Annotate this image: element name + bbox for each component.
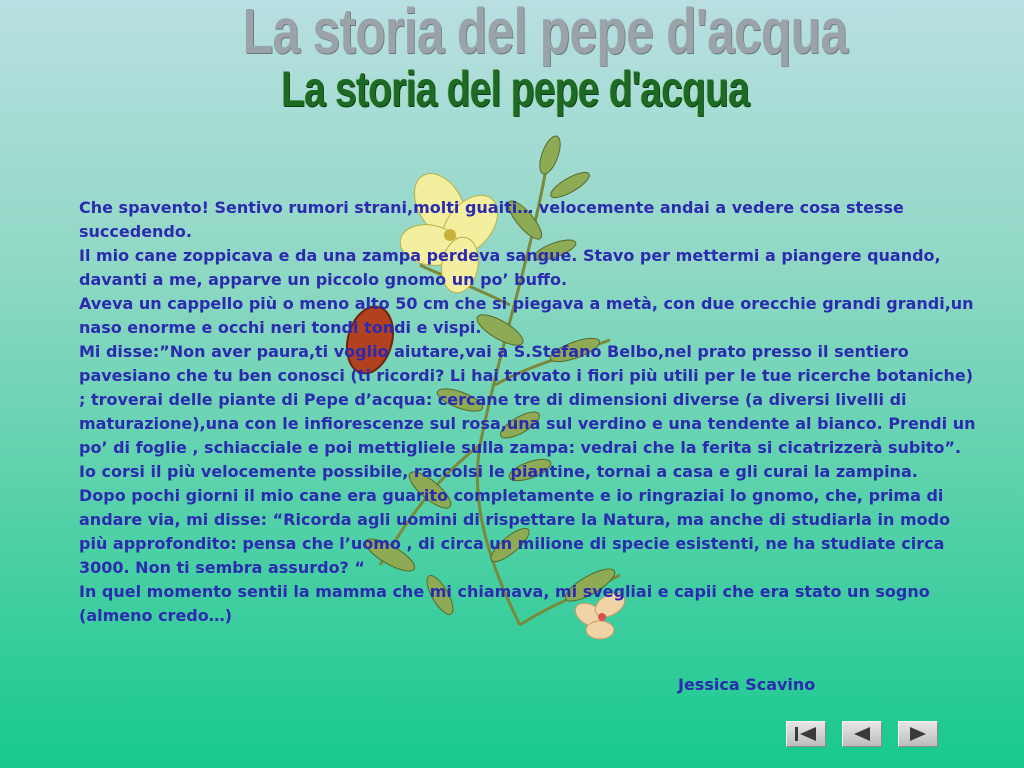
previous-arrow-icon [848, 726, 876, 742]
skip-to-first-icon [792, 726, 820, 742]
story-paragraph: Aveva un cappello più o meno alto 50 cm che si piegava a metà, con due orecchie grandi grandi,un naso enorme e occhi neri tondi tondi e vispi. [79, 294, 974, 337]
previous-slide-button[interactable] [842, 721, 882, 747]
story-paragraph: Che spavento! Sentivo rumori strani,molti guaiti… velocemente andai a vedere cosa stesse succedendo. [79, 198, 904, 241]
title-shadow: La storia del pepe d'acqua [242, 0, 848, 67]
story-text [79, 196, 979, 628]
story-paragraph: Dopo pochi giorni il mio cane era guarito completamente e io ringraziai lo gnomo, che, prima di andare via, mi disse: “Ricorda agli uomini di rispettare la Natura, ma anche di studiarla in modo più approfondito: pensa che l’uomo , di circa un milione di specie esistenti, ne ha studiate circa 3000. Non ti sembra assurdo? “ [79, 486, 951, 577]
author-name: Jessica Scavino [678, 675, 816, 694]
slide-title: La storia del pepe d'acqua [281, 61, 749, 117]
next-arrow-icon [904, 726, 932, 742]
first-slide-button[interactable] [786, 721, 826, 747]
story-paragraph: In quel momento sentii la mamma che mi chiamava, mi svegliai e capii che era stato un sogno (almeno credo…) [79, 582, 930, 625]
story-paragraph: Mi disse:”Non aver paura,ti voglio aiutare,vai a S.Stefano Belbo,nel prato presso il sentiero pavesiano che tu ben conosci (ti ricordi? Li hai trovato i fiori più utili per le tue ricerche botaniche) ; troverai delle piante di Pepe d’acqua: cercane tre di dimensioni diverse (a diversi livelli di maturazione),una con le infiorescenze sul rosa,una sul verdino e una tendente al bianco. Prendi un po’ di foglie , schiacciale e poi mettigliele sulla zampa: vedrai che la ferita si cicatrizzerà subito”. [79, 342, 976, 457]
story-paragraph: Il mio cane zoppicava e da una zampa perdeva sangue. Stavo per mettermi a piangere quando, davanti a me, apparve un piccolo gnomo un po’ buffo. [79, 246, 941, 289]
next-slide-button[interactable] [898, 721, 938, 747]
story-paragraph: Io corsi il più velocemente possibile, raccolsi le piantine, tornai a casa e gli curai la zampina. [79, 462, 918, 481]
slide-navigation [786, 721, 938, 747]
